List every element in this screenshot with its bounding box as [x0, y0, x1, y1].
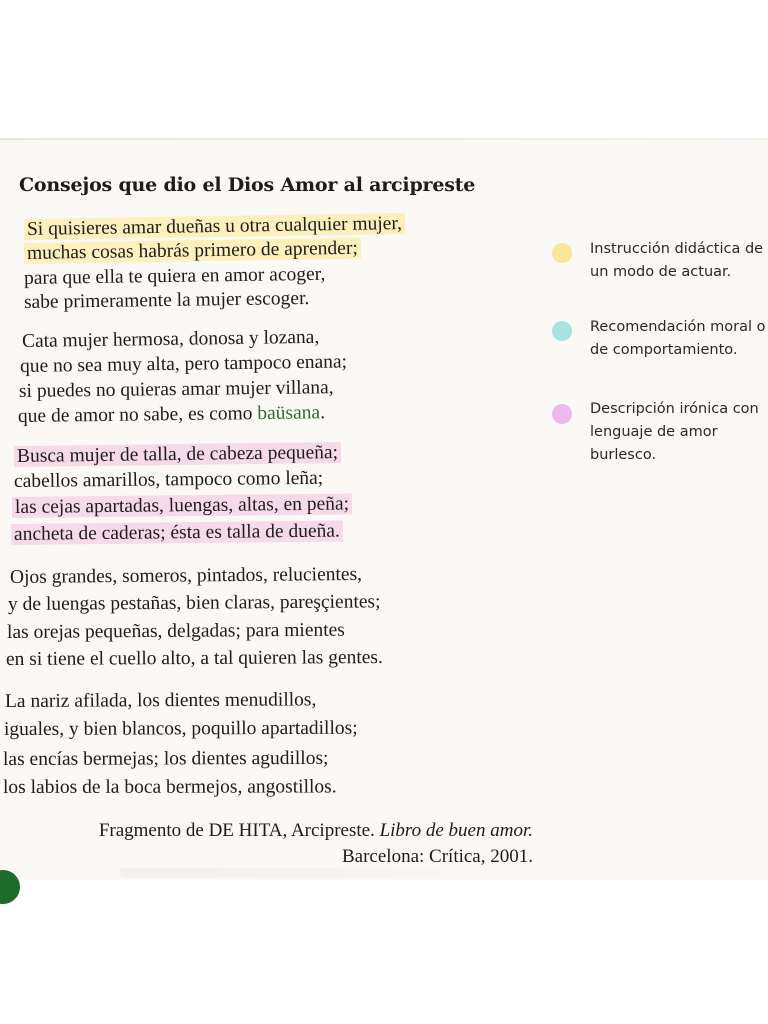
- legend-label: Instrucción didáctica de un modo de actuar.: [590, 241, 764, 280]
- highlighted-text: Si quisieres amar dueñas u otra cualquier mujer,: [24, 213, 405, 240]
- poem-line: Ojos grandes, someros, pintados, relucientes,: [9, 563, 363, 588]
- yellow-dot-icon: [552, 243, 572, 263]
- poem-line: [11, 520, 343, 547]
- line-text: que de amor no sabe, es como: [17, 403, 258, 427]
- citation-author: Fragmento de DE HITA, Arcipreste.: [98, 820, 380, 841]
- legend-label: Recomendación moral o de comportamiento.: [590, 319, 766, 358]
- page-edge: [0, 138, 768, 140]
- highlighted-text: muchas cosas habrás primero de aprender;: [24, 238, 361, 264]
- line-text: .: [319, 402, 326, 424]
- citation-line-1: [99, 818, 533, 844]
- poem-line: en si tiene el cuello alto, a tal quieren las gentes.: [5, 647, 383, 670]
- highlighted-text: las cejas apartadas, luengas, altas, en peña;: [12, 493, 352, 518]
- citation-publisher: Barcelona: Crítica, 2001.: [342, 846, 533, 867]
- poem-line: para que ella te quiera en amor acoger,: [23, 263, 326, 289]
- poem-line: La nariz afilada, los dientes menudillos,: [4, 689, 317, 712]
- poem-line: si puedes no quieras amar mujer villana,: [18, 377, 334, 402]
- glossary-word: baüsana: [257, 402, 321, 425]
- bleed-through-text: [120, 868, 440, 878]
- poem-line: [18, 401, 325, 429]
- pink-dot-icon: [552, 404, 572, 424]
- poem-line: Cata mujer hermosa, donosa y lozana,: [21, 326, 320, 352]
- teal-dot-icon: [552, 321, 572, 341]
- poem-line: iguales, y bien blancos, poquillo apartadillos;: [3, 717, 358, 740]
- legend-label: Descripción irónica con lenguaje de amor burlesco.: [590, 401, 759, 463]
- poem-line: cabellos amarillos, tampoco como leña;: [13, 467, 324, 492]
- poem-line: sabe primeramente la mujer escoger.: [23, 288, 310, 313]
- highlighted-text: ancheta de caderas; ésta es talla de dueña.: [11, 521, 343, 545]
- poem-line: los labios de la boca bermejos, angostillos.: [2, 776, 337, 798]
- poem-line: [14, 441, 341, 469]
- poem-line: y de luengas pestañas, bien claras, pareşçientes;: [7, 591, 381, 615]
- highlighted-text: Busca mujer de talla, de cabeza pequeña;: [14, 442, 341, 467]
- citation-work-title: Libro de buen amor.: [379, 820, 533, 841]
- poem-line: las encías bermejas; los dientes agudillos;: [2, 747, 329, 770]
- poem-line: las orejas pequeñas, delgadas; para mientes: [6, 619, 345, 643]
- poem-line: [12, 492, 352, 520]
- poem-title: Consejos que dio el Dios Amor al arcipreste: [19, 174, 476, 196]
- citation: [99, 818, 533, 870]
- poem-line: que no sea muy alta, pero tampoco enana;: [19, 351, 348, 377]
